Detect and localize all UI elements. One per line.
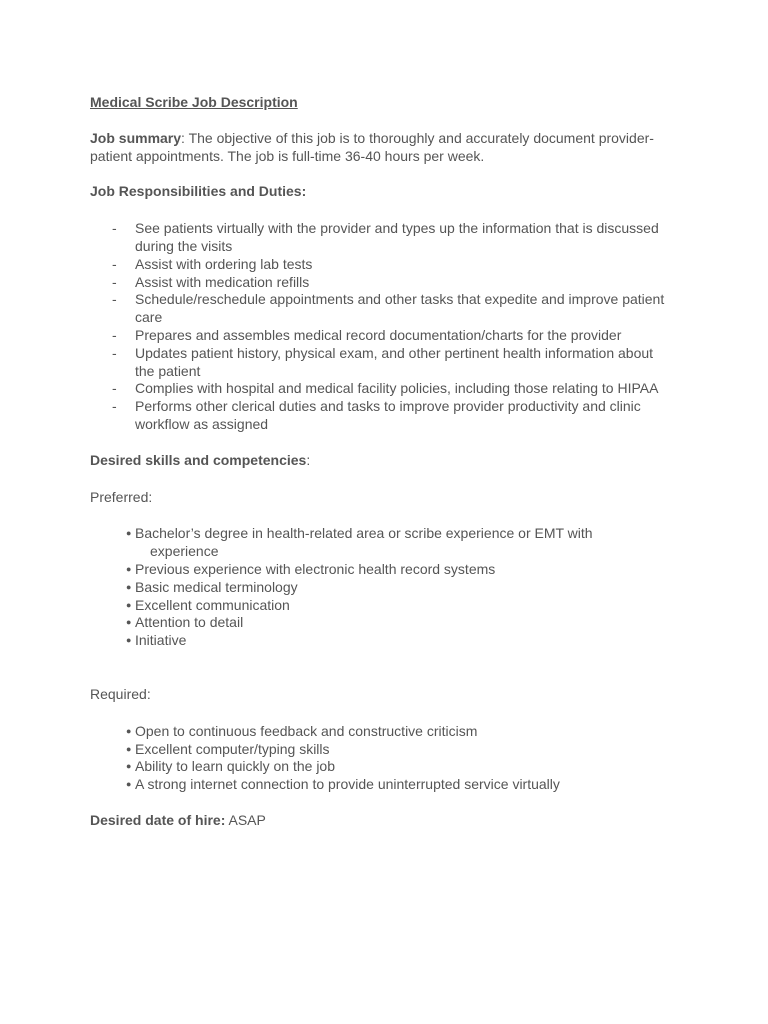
required-list: [90, 723, 690, 794]
responsibilities-heading: Job Responsibilities and Duties:: [90, 183, 307, 200]
list-item: [90, 561, 690, 579]
spacer: [90, 794, 690, 812]
bullet-marker: ●: [126, 528, 132, 539]
list-item: [90, 614, 690, 632]
list-item-text: A strong internet connection to provide uninterrupted service virtually: [135, 776, 560, 793]
dash-marker: -: [112, 326, 117, 343]
hire-date-label: Desired date of hire:: [90, 811, 226, 828]
bullet-marker: ●: [126, 563, 132, 574]
job-summary-text: : The objective of this job is to thoroughly and accurately document provider-patient appointments. The job is full-time 36-40 hours per week.: [90, 129, 654, 164]
list-item: [90, 579, 690, 597]
list-item-text: Prepares and assembles medical record documentation/charts for the provider: [135, 326, 622, 343]
bullet-marker: ●: [126, 779, 132, 790]
list-item-text: Previous experience with electronic health record systems: [135, 560, 496, 577]
hire-date: [90, 812, 690, 830]
skills-heading-text: Desired skills and competencies: [90, 451, 307, 468]
list-item-text: Assist with medication refills: [135, 273, 310, 290]
dash-marker: -: [112, 255, 117, 272]
list-item-text: Assist with ordering lab tests: [135, 255, 313, 272]
dash-marker: -: [112, 398, 117, 415]
hire-date-value: ASAP: [225, 811, 266, 828]
list-item-text: Open to continuous feedback and constructive criticism: [135, 722, 478, 739]
list-item-text: Initiative: [135, 632, 187, 649]
list-item: [90, 345, 665, 381]
list-item-text: See patients virtually with the provider and types up the information that is discussed during the visits: [135, 220, 659, 254]
bullet-marker: ●: [126, 581, 132, 592]
document-page: [90, 94, 690, 848]
preferred-list: [90, 525, 690, 650]
bullet-marker: ●: [126, 617, 132, 628]
list-item-continuation: experience: [150, 543, 219, 560]
bullet-marker: ●: [126, 725, 132, 736]
responsibilities-list: [90, 220, 690, 434]
list-item-text: Excellent communication: [135, 596, 290, 613]
dash-marker: -: [112, 291, 117, 308]
spacer: [90, 650, 690, 686]
list-item: [90, 525, 690, 561]
skills-heading-suffix: :: [306, 451, 311, 468]
list-item: [90, 597, 690, 615]
list-item-text: Basic medical terminology: [135, 578, 298, 595]
list-item-text: Schedule/reschedule appointments and other tasks that expedite and improve patient care: [135, 291, 665, 326]
list-item-text: Performs other clerical duties and tasks to improve provider productivity and clinic workflow as assigned: [135, 398, 641, 432]
list-item: [90, 220, 665, 256]
list-item: [90, 291, 665, 327]
list-item-text: Updates patient history, physical exam, and other pertinent health information about the patient: [135, 344, 654, 379]
list-item: [90, 274, 665, 292]
list-item: [90, 256, 665, 274]
list-item-text: Attention to detail: [135, 614, 244, 631]
list-item: [90, 327, 665, 345]
list-item: [90, 723, 690, 741]
list-item: [90, 776, 690, 794]
list-item-text: Bachelor’s degree in health-related area or scribe experience or EMT with: [135, 525, 593, 542]
list-item-text: Complies with hospital and medical facility policies, including those relating to HIPAA: [135, 380, 659, 397]
dash-marker: -: [112, 380, 117, 397]
bullet-marker: ●: [126, 743, 132, 754]
list-item: [90, 380, 665, 398]
job-summary: [90, 130, 690, 166]
list-item-text: Excellent computer/typing skills: [135, 740, 330, 757]
job-summary-label: Job summary: [90, 129, 182, 146]
bullet-marker: ●: [126, 635, 132, 646]
dash-marker: -: [112, 220, 117, 237]
list-item: [90, 741, 690, 759]
list-item-text: Ability to learn quickly on the job: [135, 758, 335, 775]
skills-heading: [90, 452, 690, 470]
dash-marker: -: [112, 344, 117, 361]
preferred-label: Preferred:: [90, 488, 153, 505]
required-label: Required:: [90, 685, 151, 702]
list-item: [90, 398, 665, 434]
list-item: [90, 758, 690, 776]
list-item: [90, 632, 690, 650]
document-title: Medical Scribe Job Description: [90, 94, 298, 110]
bullet-marker: ●: [126, 599, 132, 610]
bullet-marker: ●: [126, 761, 132, 772]
dash-marker: -: [112, 273, 117, 290]
